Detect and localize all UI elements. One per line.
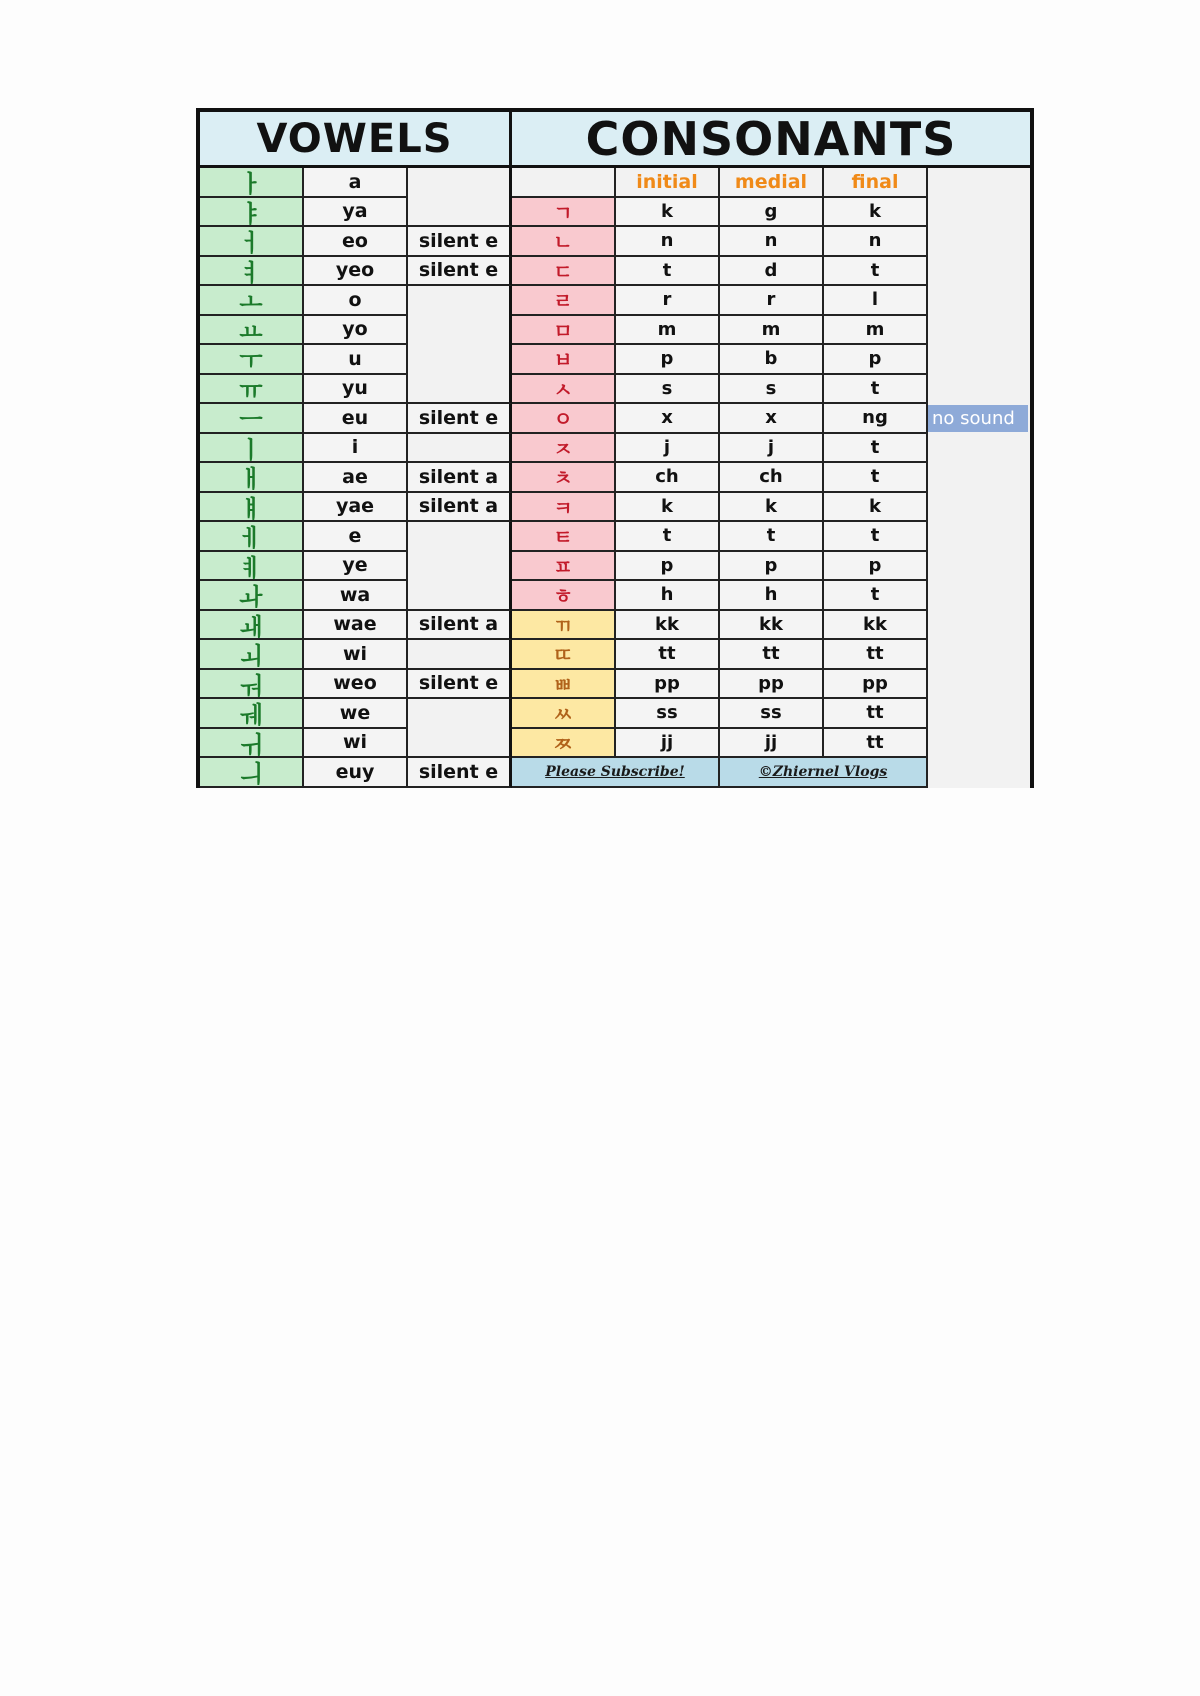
consonant-initial: ss — [616, 699, 720, 729]
consonant-final: k — [824, 493, 928, 523]
consonant-medial: n — [720, 227, 824, 257]
consonant-final: l — [824, 286, 928, 316]
vowel-romanization: yeo — [304, 257, 408, 287]
vowel-romanization: wae — [304, 611, 408, 641]
consonant-medial: ss — [720, 699, 824, 729]
consonant-medial: j — [720, 434, 824, 464]
chart-grid — [200, 112, 1030, 788]
side-column-bottom — [928, 434, 1030, 788]
vowel-romanization: we — [304, 699, 408, 729]
vowel-note: silent e — [408, 670, 512, 700]
vowel-jamo: ㅢ — [200, 758, 304, 788]
vowel-jamo: ㅔ — [200, 522, 304, 552]
column-header-initial: initial — [616, 168, 720, 198]
vowel-jamo: ㅣ — [200, 434, 304, 464]
vowel-note-empty — [408, 168, 512, 227]
vowel-romanization: o — [304, 286, 408, 316]
consonant-initial: pp — [616, 670, 720, 700]
vowel-jamo: ㅝ — [200, 670, 304, 700]
consonant-final: ng — [824, 404, 928, 434]
vowel-jamo: ㅚ — [200, 640, 304, 670]
vowels-header: VOWELS — [200, 112, 512, 168]
consonant-jamo: ㄴ — [512, 227, 616, 257]
consonant-medial: ch — [720, 463, 824, 493]
vowel-note: silent e — [408, 404, 512, 434]
consonant-initial: tt — [616, 640, 720, 670]
consonant-final: kk — [824, 611, 928, 641]
consonant-jamo: ㅂ — [512, 345, 616, 375]
vowel-jamo: ㅠ — [200, 375, 304, 405]
side-column-top — [928, 168, 1030, 404]
consonant-final: t — [824, 434, 928, 464]
consonant-jamo: ㄱ — [512, 198, 616, 228]
consonant-jamo: ㄸ — [512, 640, 616, 670]
consonant-medial: h — [720, 581, 824, 611]
vowel-note-empty — [408, 434, 512, 464]
consonant-jamo: ㅅ — [512, 375, 616, 405]
consonant-initial: t — [616, 257, 720, 287]
consonant-final: m — [824, 316, 928, 346]
consonant-medial: jj — [720, 729, 824, 759]
consonant-final: tt — [824, 699, 928, 729]
vowel-romanization: wa — [304, 581, 408, 611]
vowel-romanization: eo — [304, 227, 408, 257]
vowel-romanization: e — [304, 522, 408, 552]
vowel-romanization: weo — [304, 670, 408, 700]
vowel-romanization: eu — [304, 404, 408, 434]
vowel-romanization: yo — [304, 316, 408, 346]
column-header-final: final — [824, 168, 928, 198]
vowel-jamo: ㅗ — [200, 286, 304, 316]
consonant-initial: m — [616, 316, 720, 346]
vowel-jamo: ㅡ — [200, 404, 304, 434]
column-header-medial: medial — [720, 168, 824, 198]
consonant-jamo: ㅃ — [512, 670, 616, 700]
consonant-medial: p — [720, 552, 824, 582]
consonant-initial: r — [616, 286, 720, 316]
consonant-jamo: ㅉ — [512, 729, 616, 759]
consonant-jamo: ㅌ — [512, 522, 616, 552]
vowel-note: silent e — [408, 227, 512, 257]
vowel-romanization: yu — [304, 375, 408, 405]
consonant-final: p — [824, 552, 928, 582]
vowel-note-empty — [408, 699, 512, 758]
consonant-jamo: ㅊ — [512, 463, 616, 493]
consonants-header: CONSONANTS — [512, 112, 1030, 168]
vowel-jamo: ㅞ — [200, 699, 304, 729]
vowel-romanization: ya — [304, 198, 408, 228]
consonant-medial: kk — [720, 611, 824, 641]
consonant-final: t — [824, 257, 928, 287]
consonant-final: k — [824, 198, 928, 228]
consonant-medial: k — [720, 493, 824, 523]
consonant-jamo: ㅈ — [512, 434, 616, 464]
vowel-jamo: ㅖ — [200, 552, 304, 582]
consonant-medial: r — [720, 286, 824, 316]
consonant-jamo: ㅁ — [512, 316, 616, 346]
consonant-medial: pp — [720, 670, 824, 700]
vowel-romanization: wi — [304, 729, 408, 759]
consonant-initial: kk — [616, 611, 720, 641]
consonant-jamo: ㄲ — [512, 611, 616, 641]
hangul-chart — [196, 108, 1034, 788]
consonant-initial: k — [616, 198, 720, 228]
consonant-jamo: ㅋ — [512, 493, 616, 523]
vowel-jamo: ㅜ — [200, 345, 304, 375]
consonant-jamo: ㄷ — [512, 257, 616, 287]
consonant-initial: j — [616, 434, 720, 464]
vowel-romanization: i — [304, 434, 408, 464]
consonant-medial: x — [720, 404, 824, 434]
consonant-medial: d — [720, 257, 824, 287]
consonant-initial: ch — [616, 463, 720, 493]
vowel-romanization: euy — [304, 758, 408, 788]
consonant-medial: tt — [720, 640, 824, 670]
vowel-note: silent a — [408, 463, 512, 493]
vowel-note: silent e — [408, 257, 512, 287]
consonant-medial: m — [720, 316, 824, 346]
consonant-medial: s — [720, 375, 824, 405]
consonant-jamo: ㅇ — [512, 404, 616, 434]
consonant-medial: g — [720, 198, 824, 228]
consonant-final: tt — [824, 640, 928, 670]
vowel-jamo: ㅒ — [200, 493, 304, 523]
consonant-initial: k — [616, 493, 720, 523]
consonant-jamo: ㅍ — [512, 552, 616, 582]
vowel-jamo: ㅙ — [200, 611, 304, 641]
vowel-jamo: ㅏ — [200, 168, 304, 198]
consonant-final: n — [824, 227, 928, 257]
consonant-initial: t — [616, 522, 720, 552]
consonant-final: tt — [824, 729, 928, 759]
consonant-final: t — [824, 522, 928, 552]
vowel-romanization: u — [304, 345, 408, 375]
vowel-note-empty — [408, 522, 512, 611]
consonant-final: p — [824, 345, 928, 375]
consonant-final: t — [824, 463, 928, 493]
consonant-jamo: ㅎ — [512, 581, 616, 611]
consonant-jamo: ㅆ — [512, 699, 616, 729]
vowel-romanization: a — [304, 168, 408, 198]
vowel-jamo: ㅕ — [200, 257, 304, 287]
consonant-initial: p — [616, 552, 720, 582]
consonant-medial: b — [720, 345, 824, 375]
vowel-romanization: yae — [304, 493, 408, 523]
vowel-note-empty — [408, 640, 512, 670]
subscribe-footer: Please Subscribe! — [512, 758, 720, 788]
no-sound-cell — [928, 404, 1030, 434]
consonant-final: pp — [824, 670, 928, 700]
consonant-final: t — [824, 375, 928, 405]
vowel-romanization: ae — [304, 463, 408, 493]
vowel-note: silent e — [408, 758, 512, 788]
vowel-note-empty — [408, 286, 512, 404]
consonant-initial: n — [616, 227, 720, 257]
consonant-initial: jj — [616, 729, 720, 759]
vowel-jamo: ㅘ — [200, 581, 304, 611]
vowel-note: silent a — [408, 611, 512, 641]
consonant-initial: p — [616, 345, 720, 375]
vowel-jamo: ㅓ — [200, 227, 304, 257]
credit-footer: ©Zhiernel Vlogs — [720, 758, 928, 788]
consonant-initial: x — [616, 404, 720, 434]
vowel-jamo: ㅐ — [200, 463, 304, 493]
vowel-romanization: ye — [304, 552, 408, 582]
vowel-romanization: wi — [304, 640, 408, 670]
consonant-initial: h — [616, 581, 720, 611]
consonant-final: t — [824, 581, 928, 611]
vowel-jamo: ㅛ — [200, 316, 304, 346]
consonant-jamo: ㄹ — [512, 286, 616, 316]
vowel-jamo: ㅟ — [200, 729, 304, 759]
vowel-note: silent a — [408, 493, 512, 523]
vowel-jamo: ㅑ — [200, 198, 304, 228]
no-sound-label: no sound — [928, 405, 1028, 432]
consonant-header-blank — [512, 168, 616, 198]
consonant-medial: t — [720, 522, 824, 552]
consonant-initial: s — [616, 375, 720, 405]
